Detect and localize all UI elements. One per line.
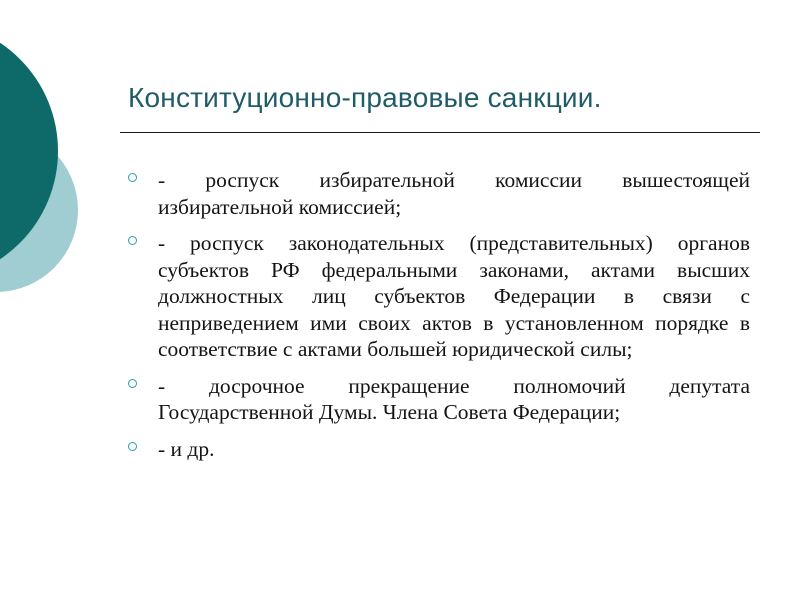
ring-bullet-icon: [128, 173, 137, 182]
list-item: [128, 373, 750, 426]
list-item-text: - роспуск избирательной комиссии вышестоящей избирательной комиссией;: [158, 168, 750, 219]
slide-title: Конституционно-правовые санкции.: [128, 82, 602, 113]
ring-bullet-icon: [128, 236, 137, 245]
list-item: [128, 167, 750, 220]
list-item-text: - досрочное прекращение полномочий депутата Государственной Думы. Члена Совета Федерации;: [158, 373, 750, 424]
ring-bullet-icon: [128, 442, 137, 451]
ring-bullet-icon: [128, 379, 137, 388]
list-item-text: - и др.: [158, 436, 215, 461]
bullet-list: [128, 167, 750, 472]
list-item: [128, 436, 750, 463]
list-item: [128, 230, 750, 363]
list-item-text: - роспуск законодательных (представительных) органов субъектов РФ федеральными законами, актами высших должностных лиц субъектов Федерации в связи с неприведением ими своих актов в установленном порядке в соответствие с актами большей юридической силы;: [158, 231, 750, 361]
title-divider: [120, 132, 760, 133]
